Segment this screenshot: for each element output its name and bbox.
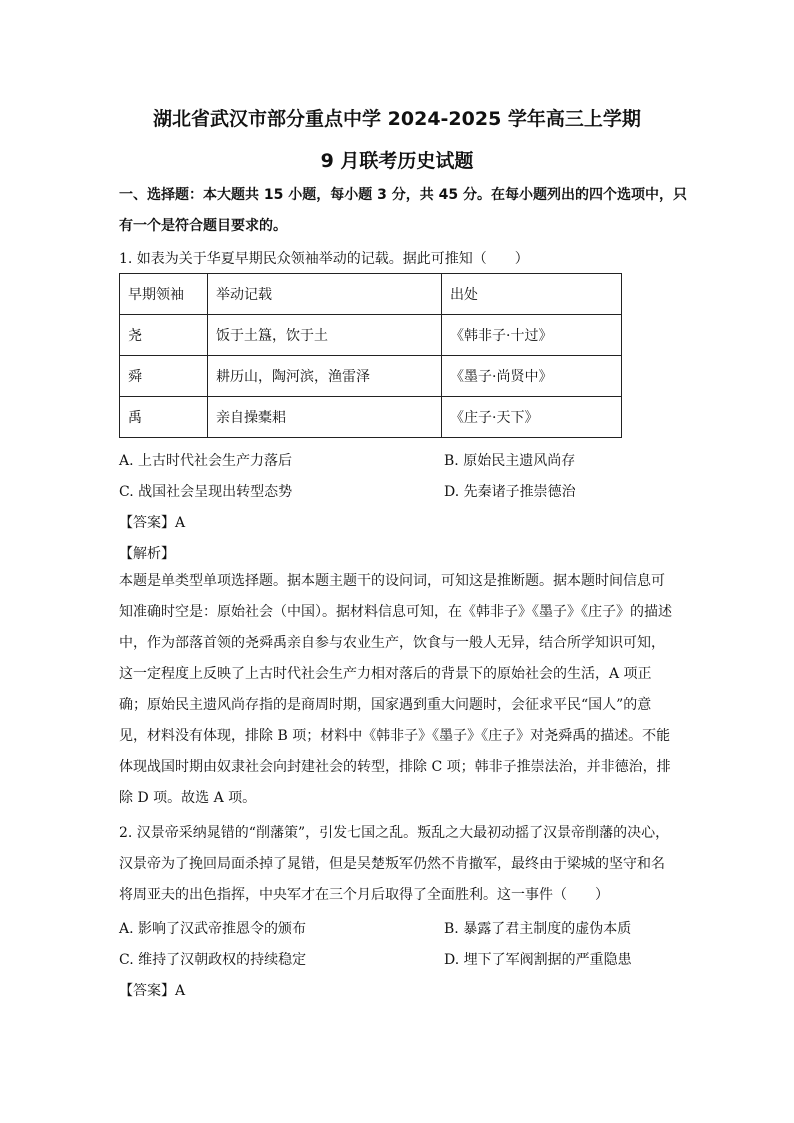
analysis-line: 确；原始民主遗风尚存指的是商周时期，国家遇到重大问题时，会征求平民“国人”的意 (119, 697, 652, 713)
table-cell: 《庄子·天下》 (442, 397, 622, 438)
table-cell: 耕历山，陶河滨，渔雷泽 (208, 356, 442, 397)
table-cell: 亲自操橐耜 (208, 397, 442, 438)
stem-line: 2. 汉景帝采纳晁错的“削藩策”，引发七国之乱。叛乱之大最初动摇了汉景帝削藩的决心， (119, 825, 670, 841)
question-1-stem: 1. 如表为关于华夏早期民众领袖举动的记载。据此可推知（ ） (119, 251, 529, 267)
q1-answer: 【答案】A (119, 515, 186, 531)
analysis-line: 见，材料没有体现，排除 B 项；材料中《韩非子》《墨子》《庄子》对尧舜禹的描述。不能 (119, 728, 671, 744)
q1-option-c: C. 战国社会呈现出转型态势 (119, 484, 293, 500)
section-line: 有一个是符合题目要求的。 (119, 218, 287, 234)
q2-option-b: B. 暴露了君主制度的虚伪本质 (444, 921, 632, 937)
q2-option-c: C. 维持了汉朝政权的持续稳定 (119, 952, 307, 968)
analysis-line: 知准确时空是：原始社会（中国）。据材料信息可知，在《韩非子》《墨子》《庄子》的描述 (119, 604, 672, 620)
q1-analysis (119, 566, 679, 814)
analysis-line: 除 D 项。故选 A 项。 (119, 790, 257, 806)
table-cell: 《韩非子·十过》 (442, 315, 622, 356)
document-subtitle: 9 月联考历史试题 (320, 150, 474, 172)
section-line: 一、选择题：本大题共 15 小题，每小题 3 分，共 45 分。在每小题列出的四个选项中，只 (119, 187, 687, 203)
stem-line: 将周亚夫的出色指挥，中央军才在三个月后取得了全面胜利。这一事件（ ） (119, 887, 609, 903)
section-instructions (119, 180, 687, 242)
q1-option-d: D. 先秦诸子推崇德治 (444, 484, 576, 500)
question-2-stem (119, 818, 679, 911)
analysis-line: 中，作为部落首领的尧舜禹亲自参与农业生产，饮食与一般人无异，结合所学知识可知， (119, 635, 665, 651)
table-header-cell: 举动记载 (208, 274, 442, 315)
q1-option-b: B. 原始民主遗风尚存 (444, 453, 576, 469)
q2-option-a: A. 影响了汉武帝推恩令的颁布 (119, 921, 307, 937)
analysis-line: 本题是单类型单项选择题。据本题主题干的设问词，可知这是推断题。据本题时间信息可 (119, 573, 665, 589)
q1-option-a: A. 上古时代社会生产力落后 (119, 453, 293, 469)
q2-option-d: D. 埋下了军阀割据的严重隐患 (444, 952, 632, 968)
table-row (120, 315, 622, 356)
leaders-table (119, 273, 622, 438)
table-cell: 饭于土簋，饮于土 (208, 315, 442, 356)
stem-line: 汉景帝为了挽回局面杀掉了晁错，但是吴楚叛军仍然不肯撤军，最终由于梁城的坚守和名 (119, 856, 665, 872)
table-cell: 《墨子·尚贤中》 (442, 356, 622, 397)
table-row (120, 356, 622, 397)
document-title: 湖北省武汉市部分重点中学 2024-2025 学年高三上学期 (153, 108, 641, 130)
analysis-line: 体现战国时期由奴隶社会向封建社会的转型，排除 C 项；韩非子推崇法治，并非德治，排 (119, 759, 671, 775)
table-row (120, 397, 622, 438)
table-cell: 禹 (120, 397, 208, 438)
table-cell: 尧 (120, 315, 208, 356)
analysis-line: 这一定程度上反映了上古时代社会生产力相对落后的背景下的原始社会的生活，A 项正 (119, 666, 652, 682)
q1-analysis-label: 【解析】 (119, 546, 175, 562)
table-cell: 舜 (120, 356, 208, 397)
table-header-row (120, 274, 622, 315)
table-header-cell: 早期领袖 (120, 274, 208, 315)
q2-answer: 【答案】A (119, 983, 186, 999)
table-header-cell: 出处 (442, 274, 622, 315)
